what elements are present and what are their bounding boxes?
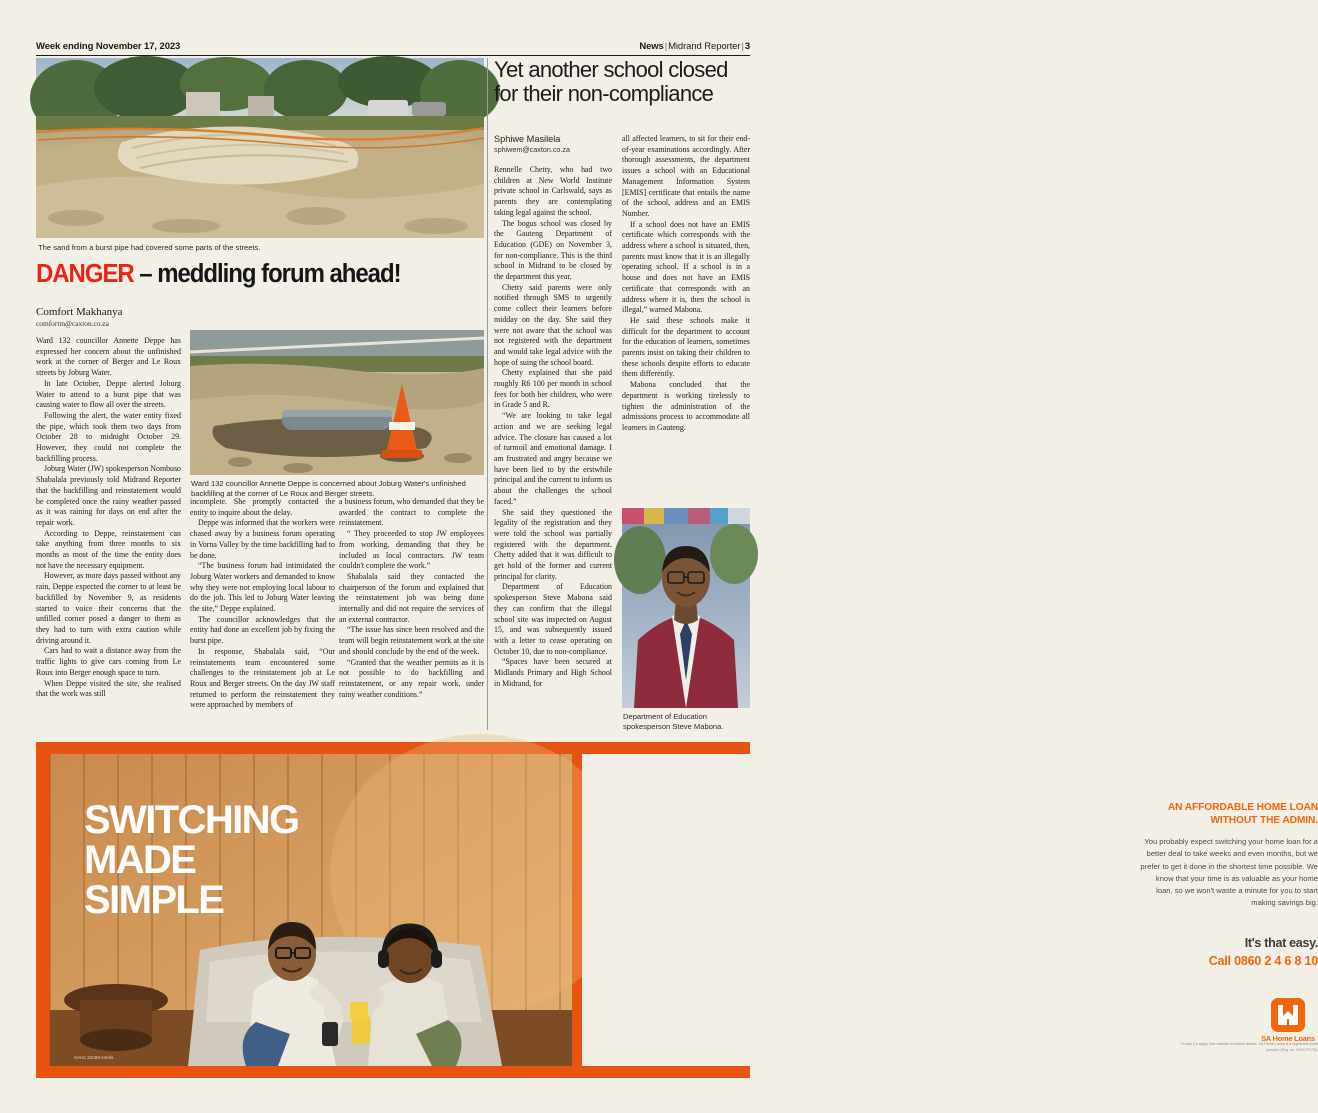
school-story-byline: [494, 134, 614, 154]
top-photo-caption: The sand from a burst pipe had covered some parts of the streets.: [38, 243, 261, 252]
paragraph: The bogus school was closed by the Gauteng Department of Education (GDE) on November 3, for non-compliance. This is the third school in Midrand to be closed by the department this year.: [494, 218, 612, 282]
masthead-section: News: [639, 41, 664, 52]
advert-headline-line-1: SWITCHING: [84, 798, 299, 842]
advert-right-panel: [582, 754, 1318, 1066]
paragraph: “The issue has since been resolved and the team will begin reinstatement work at the site and should conclude by the end of the week.: [339, 625, 484, 656]
burst-pipe-street-photo: [36, 58, 484, 238]
lead-story-top-photo: [36, 58, 484, 238]
lead-story-mid-photo: [190, 330, 484, 475]
paragraph: According to Deppe, reinstatement can take anything from three months to six months as most of the time the entity does not have the necessary equipment.: [36, 528, 181, 570]
paragraph: However, as more days passed without any rain, Deppe expected the corner to at least be backfilled by November 9, as residents started to voice their concerns that the unfilled corner posed a danger to them as they had to turn with extra caution while driving around it.: [36, 571, 181, 645]
paragraph: “Granted that the weather permits as it is not possible to do backfilling and reinstatement, or any repair work, under rainy weather conditions.”: [339, 657, 484, 699]
paragraph: Ward 132 councillor Annette Deppe has expressed her concern about the unfinished work at the corner of Berger and Le Roux streets by Joburg Water.: [36, 336, 181, 378]
masthead: [36, 30, 750, 56]
lead-story-headline: [36, 262, 457, 288]
school-story-column-1: [494, 165, 612, 689]
paragraph: When Deppe visited the site, she realised that the work was still: [36, 678, 181, 699]
paragraph: Shabalala said they contacted the chairperson of the forum and explained that the reinstatement job was being done internally and did not require the services of an external contractor.: [339, 571, 484, 624]
paragraph: Following the alert, the water entity fixed the pipe, which took them two days from October 28 to midnight October 29. However, they could not complete the backfilling process.: [36, 410, 181, 463]
masthead-section-info: [639, 41, 750, 52]
lead-story-byline: [36, 306, 176, 328]
advert-headline-line-3: SIMPLE: [84, 878, 224, 922]
advert-headline: [84, 800, 354, 920]
lead-story-column-3: [339, 497, 484, 700]
house-glyph: [1276, 1003, 1300, 1027]
paragraph: The councillor acknowledges that the entity had done an excellent job by fixing the burst pipe.: [190, 614, 335, 646]
paragraph: “The business forum had intimidated the Joburg Water workers and demanded to know why they were not employing local labour to do the job. This led to Joburg Water leaving the site,” Deppe explained.: [190, 561, 335, 614]
paragraph: Deppe was informed that the workers were chased away by a business forum operating in Vorna Valley by the time backfilling had to be done.: [190, 518, 335, 560]
paragraph: Chetty explained that she paid roughly R6 100 per month in school fees for both her children, who were in Grade 5 and R.: [494, 368, 612, 410]
paragraph: “Spaces have been secured at Midlands Primary and High School in Midrand, for: [494, 657, 612, 688]
paragraph: She said they questioned the legality of the registration and they were told the school was partially registered with the department. Chetty added that it was difficult to get hold of the former and current principal for clarity.: [494, 507, 612, 581]
steve-mabona-portrait: [622, 508, 750, 708]
paragraph: “ They proceeded to stop JW employees from working, demanding that they be included as local contractors. JW team couldn't complete the work.”: [339, 529, 484, 571]
lead-story-column-2: [190, 497, 335, 711]
headline-danger-word: DANGER: [36, 260, 134, 288]
school-story-column-2: [622, 134, 750, 434]
advert-subheadline: AN AFFORDABLE HOME LOAN WITHOUT THE ADMIN.: [1167, 802, 1318, 826]
school-story-headline: Yet another school closed for their non-compliance: [494, 57, 728, 107]
masthead-publication: Midrand Reporter: [668, 41, 741, 52]
paragraph: incomplete. She promptly contacted the entity to inquire about the delay.: [190, 497, 335, 517]
paragraph: In response, Shabalala said, “Our reinstatements team encountered some challenges to the reinstatement job at Le Roux and Berger streets. On the day JW staff returned to perform the reinstatement they were approached by members of: [190, 646, 335, 710]
paragraph: He said these schools make it difficult for the department to account for the education of learners, sometimes parents insist on taking their children to these schools despite efforts to educate them differently.: [622, 315, 750, 379]
paragraph: Cars had to wait a distance away from the traffic lights to give cars coming from Le Roux into Berger enough space to turn.: [36, 646, 181, 677]
byline-author-email: comfortm@caxton.co.za: [36, 318, 109, 328]
sa-home-loans-house-icon: [1271, 998, 1305, 1032]
advertisement-banner[interactable]: [36, 742, 1318, 1078]
paragraph: a business forum, who demanded that they be awarded the contract to complete the reinstatement.: [339, 497, 484, 528]
paragraph: Mabona concluded that the department is working tirelessly to tighten the administration of the admissions process to accommodate all learners in Gauteng.: [622, 380, 750, 432]
mid-photo-caption: Ward 132 councillor Annette Deppe is concerned about Joburg Water's unfinished backfilling at the corner of Le Roux and Berger streets.: [191, 479, 466, 499]
paragraph: Chetty said parents were only notified through SMS to urgently come collect their learners before midday on the day. She said they were not aware that the school was not registered with the department and would take legal advice with the hope of suing the school board.: [494, 282, 612, 367]
paragraph: “We are looking to take legal action and we are seeking legal advice. The closure has caused a lot of turmoil and emotional damage. I am frustrated and angry because we have been lied to by the erstwhile principal and the current to inform us about the challenges the school faced.”: [494, 411, 612, 506]
masthead-date: Week ending November 17, 2023: [36, 41, 181, 52]
paragraph: If a school does not have an EMIS certificate which corresponds with the address where a school is situated, then, parents must know that it is an illegally operating school. If a school is in a house and does not have an EMIS certificate that corresponds with an address where it is, then the school is illegal,” warned Mabona.: [622, 219, 750, 315]
headline-rest: – meddling forum ahead!: [139, 260, 401, 288]
paragraph: Rennelle Chetty, who had two children at New World Institute private school in Carlswald, says as parents they are contemplating taking legal against the school.: [494, 165, 612, 217]
advert-headline-line-2: MADE: [84, 838, 196, 882]
paragraph: In late October, Deppe alerted Joburg Water to attend to a burst pipe that was causing water to flow all over the streets.: [36, 378, 181, 410]
advert-logo-text: SA Home Loans: [1261, 1034, 1315, 1043]
column-divider: [487, 58, 488, 730]
advert-fine-print: T's and C's apply. See website for further details. SA Home Loans is a registered credit provider (Reg. no. NCRCP1735.: [1180, 1042, 1318, 1052]
masthead-page-number: 3: [744, 41, 750, 52]
advert-logo: [1258, 998, 1318, 1043]
school-story-photo: [622, 508, 750, 708]
school-byline-author-name: Sphiwe Masilela: [494, 134, 561, 144]
advert-tagline: It's that easy.: [1244, 936, 1318, 950]
masthead-separator-2: |: [741, 41, 744, 52]
paragraph: Department of Education spokesperson Steve Mabona said they can confirm that the illegal school site was inspected on August 15, and was subsequently issued with a letter to cease operating on October 10, due to non-compliance.: [494, 582, 612, 656]
lead-story-column-1: [36, 336, 181, 700]
advert-phone-cta[interactable]: Call 0860 2 4 6 8 10: [1208, 954, 1318, 968]
advert-photo-credit: SAHL 23289 cm/ds: [74, 1055, 114, 1060]
school-photo-caption: Department of Education spokesperson Steve Mabona.: [623, 712, 724, 732]
paragraph: Joburg Water (JW) spokesperson Nombuso Shabalala previously told Midrand Reporter that the backfilling and reinstatement would be completed once the rainy weather passed as it was raining for days on end after the repair work.: [36, 464, 181, 527]
masthead-separator-1: |: [664, 41, 668, 52]
byline-author-name: Comfort Makhanya: [36, 306, 123, 318]
school-byline-author-email: sphiwem@caxton.co.za: [494, 145, 571, 155]
unfinished-backfilling-photo: [190, 330, 484, 475]
paragraph: all affected learners, to sit for their end-of-year examinations accordingly. After thorough assessments, the department issues a school with an Educational Management Information System [EMIS] certificate that entails the name of the school, address and an EMIS Number.: [622, 134, 750, 218]
advert-body-copy: You probably expect switching your home loan for a better deal to take weeks and even months, but we prefer to get it done in the shortest time possible. We know that your time is as valuable as your home loan, so we won't waste a minute for you to start making savings big.: [1140, 837, 1318, 908]
